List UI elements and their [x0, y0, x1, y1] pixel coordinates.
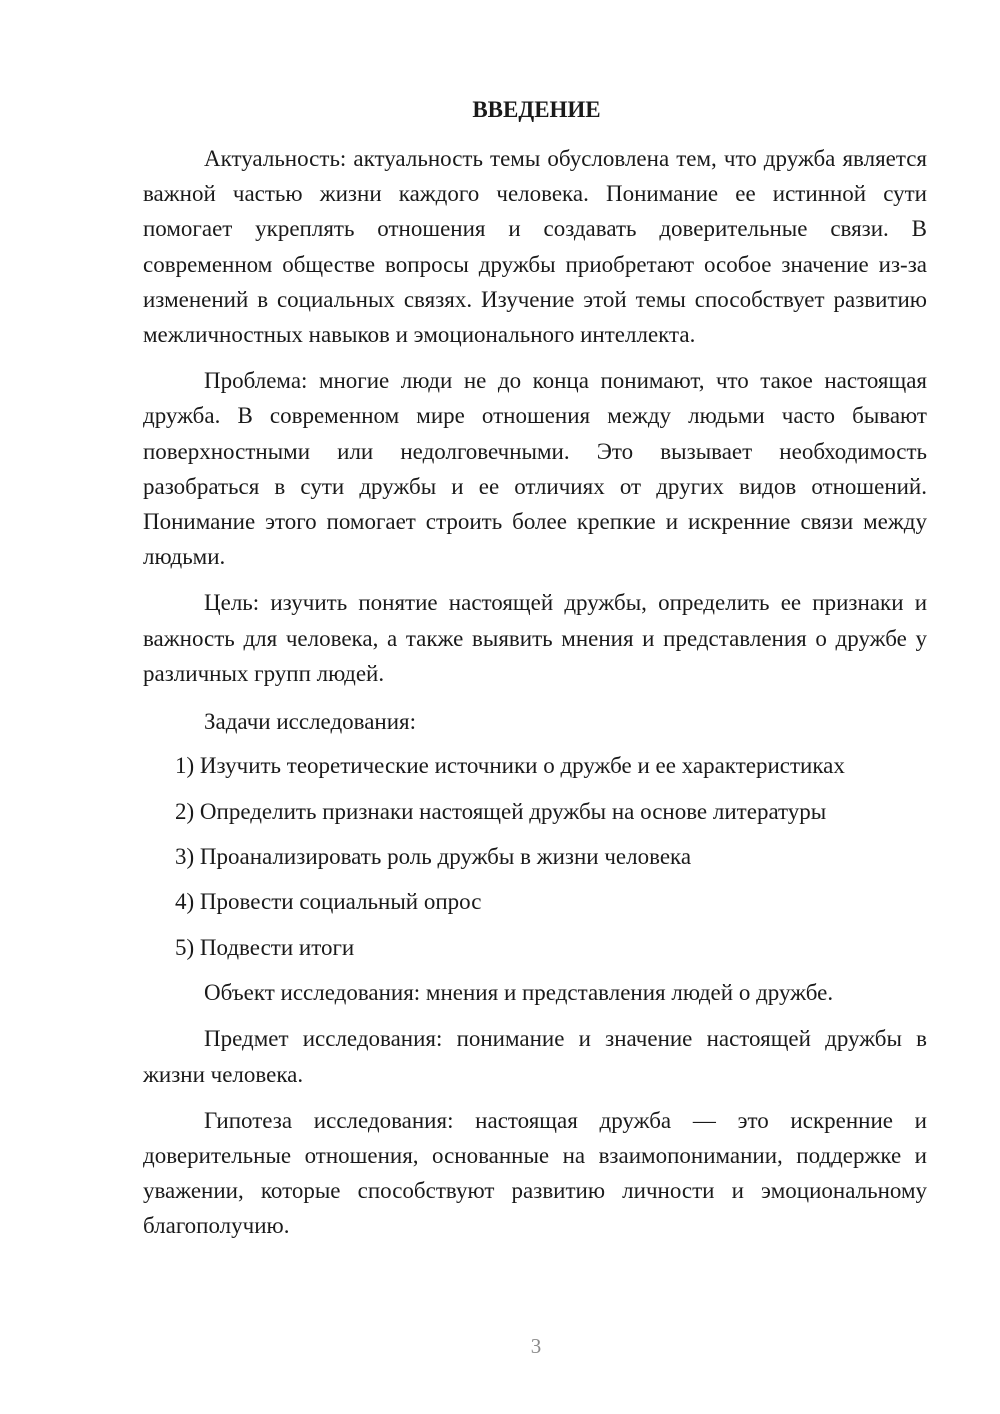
- relevance-paragraph: Актуальность: актуальность темы обусловлена тем, что дружба является важной частью жизни каждого человека. Понимание ее истинной сути помогает укреплять отношения и создавать доверительные связи. В современном обществе вопросы дружбы приобретают особое значение из-за изменений в социальных связях. Изучение этой темы способствует развитию межличностных навыков и эмоционального интеллекта.: [143, 146, 927, 348]
- task-item: 4) Провести социальный опрос: [175, 889, 482, 915]
- subject-paragraph: Предмет исследования: понимание и значение настоящей дружбы в жизни человека.: [143, 1026, 927, 1087]
- goal-paragraph: Цель: изучить понятие настоящей дружбы, определить ее признаки и важность для человека, а также выявить мнения и представления о дружбе у различных групп людей.: [143, 590, 927, 686]
- problem-paragraph: Проблема: многие люди не до конца понимают, что такое настоящая дружба. В современном мире отношения между людьми часто бывают поверхностными или недолговечными. Это вызывает необходимость разобраться в сути дружбы и ее отличиях от других видов отношений. Понимание этого помогает строить более крепкие и искренние связи между людьми.: [143, 368, 927, 570]
- hypothesis-paragraph: Гипотеза исследования: настоящая дружба — это искренние и доверительные отношения, основанные на взаимопонимании, поддержке и уважении, которые способствуют развитию личности и эмоциональному благополучию.: [143, 1107, 927, 1239]
- task-item: 3) Проанализировать роль дружбы в жизни человека: [175, 844, 692, 870]
- tasks-heading: Задачи исследования:: [204, 709, 417, 735]
- task-item: 5) Подвести итоги: [175, 934, 355, 960]
- page-number: 3: [530, 1334, 542, 1358]
- task-item: 1) Изучить теоретические источники о дружбе и ее характеристиках: [175, 753, 845, 779]
- object-paragraph: Объект исследования: мнения и представления людей о дружбе.: [204, 980, 834, 1006]
- page-title: ВВЕДЕНИЕ: [472, 97, 601, 122]
- task-item: 2) Определить признаки настоящей дружбы на основе литературы: [175, 798, 827, 824]
- task-list: [143, 748, 927, 975]
- page-content: [143, 95, 927, 1244]
